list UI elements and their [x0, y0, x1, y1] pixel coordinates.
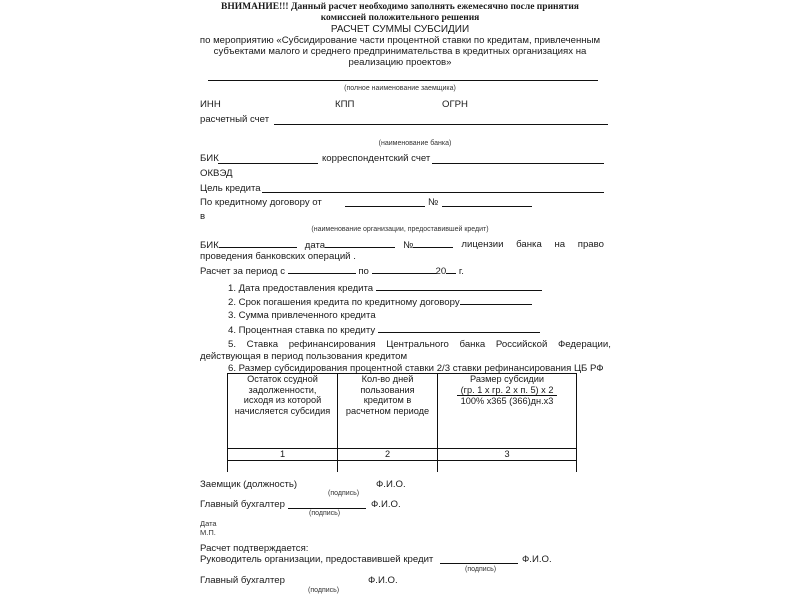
license-text-line-1: лицензии банка на право: [461, 239, 604, 250]
chief-accountant-signature-caption: (подпись): [309, 510, 341, 517]
item-1: [228, 282, 542, 294]
document-title: РАСЧЕТ СУММЫ СУБСИДИИ: [330, 24, 470, 35]
warning-line-1: ВНИМАНИЕ!!! Данный расчет необходимо заполнять ежемесячно после принятия: [221, 2, 579, 12]
item-5-line-2: действующая в период пользования кредитом: [200, 351, 408, 362]
warning-line-2: комиссией положительного решения: [320, 13, 480, 23]
chief-accountant-label: Главный бухгалтер: [200, 499, 285, 510]
date-label: Дата: [200, 519, 217, 528]
bank-caption: (наименование банка): [378, 140, 452, 147]
item-4-field[interactable]: [378, 324, 540, 333]
borrower-position-label: Заемщик (должность): [200, 479, 298, 490]
item-3: 3. Сумма привлеченного кредита: [228, 310, 376, 321]
license-date-field[interactable]: [325, 239, 395, 248]
col1-value-cell[interactable]: [228, 460, 338, 472]
formula-numerator: (гр. 1 х гр. 2 х п. 5) х 2: [457, 385, 558, 397]
col3-header: [438, 374, 577, 449]
license-text-line-2: проведения банковских операций .: [200, 251, 356, 262]
col1-header: [228, 374, 338, 449]
col1-header-line: задолженности,: [248, 384, 317, 395]
item-2: [228, 296, 532, 308]
table-header-row: [228, 374, 577, 449]
period-from-field[interactable]: [288, 265, 356, 274]
stamp-label: М.П.: [200, 528, 216, 537]
item-1-field[interactable]: [376, 282, 542, 291]
col1-header-line: Остаток ссудной: [247, 374, 318, 384]
item-2-label: 2. Срок погашения кредита по кредитному договору: [228, 297, 460, 308]
account-field[interactable]: [274, 124, 608, 125]
col2-number: 2: [338, 449, 438, 461]
subtitle-line-3: реализацию проектов»: [348, 57, 452, 68]
lender-caption: (наименование организации, предоставившей кредит): [311, 226, 489, 233]
lender-accountant-label: Главный бухгалтер: [200, 575, 285, 586]
license-line: [200, 239, 604, 251]
lender-accountant-signature-caption: (подпись): [308, 587, 340, 594]
kpp-label: КПП: [335, 99, 355, 110]
subsidy-table: [227, 373, 577, 472]
lender-head-signature-caption: (подпись): [465, 566, 497, 573]
contract-number-sign: №: [428, 197, 439, 208]
col2-header-line: Кол-во дней: [361, 374, 414, 384]
item-4: [228, 324, 540, 336]
col1-header-line: начисляется субсидия: [234, 405, 331, 416]
license-number-sign: №: [403, 240, 414, 251]
col3-number: 3: [438, 449, 577, 461]
contract-number-field[interactable]: [442, 206, 532, 207]
item-6: 6. Размер субсидирования процентной ставки 2/3 ставки рефинансирования ЦБ РФ: [228, 363, 604, 374]
borrower-name-field[interactable]: [208, 80, 598, 81]
period-to-field[interactable]: [372, 265, 436, 274]
contract-date-field[interactable]: [345, 206, 425, 207]
account-label: расчетный счет: [200, 114, 270, 125]
borrower-name-caption: (полное наименование заемщика): [344, 85, 456, 92]
period-suffix: г.: [458, 266, 464, 277]
contract-label: По кредитному договору от: [200, 197, 322, 208]
borrower-signature-caption: (подпись): [328, 490, 360, 497]
ogrn-label: ОГРН: [442, 99, 468, 110]
col3-value-cell[interactable]: [438, 460, 577, 472]
lender-accountant-fio: Ф.И.О.: [368, 575, 398, 586]
period-line: [200, 265, 464, 277]
lender-head-label: Руководитель организации, предоставившей кредит: [200, 554, 434, 565]
formula-denominator: 100% х365 (366)дн.х3: [460, 396, 554, 406]
bik-label: БИК: [200, 153, 219, 164]
table-number-row: [228, 449, 577, 461]
item-2-field[interactable]: [460, 296, 532, 305]
license-bik-label: БИК: [200, 240, 219, 251]
col2-header-line: пользования: [360, 384, 415, 395]
bik-field[interactable]: [218, 163, 318, 164]
subtitle-line-1: по мероприятию «Субсидирование части процентной ставки по кредитам, привлеченным: [199, 35, 601, 46]
col2-value-cell[interactable]: [338, 460, 438, 472]
period-to-label: по: [358, 266, 369, 277]
col1-header-line: исходя из которой: [243, 395, 322, 405]
col2-header-line: расчетном периоде: [345, 405, 430, 416]
period-year: 20: [435, 266, 447, 277]
item-4-label: 4. Процентная ставка по кредиту: [228, 325, 376, 336]
item-1-label: 1. Дата предоставления кредита: [228, 283, 374, 294]
subtitle-line-2: субъектами малого и среднего предпринимательства в кредитных организациях на: [213, 46, 587, 57]
col3-title: Размер субсидии: [470, 374, 544, 384]
period-year-field[interactable]: [446, 265, 456, 274]
chief-accountant-fio: Ф.И.О.: [371, 499, 401, 510]
corr-account-field[interactable]: [432, 163, 604, 164]
table-data-row: [228, 460, 577, 472]
period-prefix: Расчет за период с: [200, 266, 285, 277]
inn-label: ИНН: [200, 99, 221, 110]
corr-account-label: корреспондентский счет: [322, 153, 431, 164]
purpose-field[interactable]: [262, 192, 604, 193]
license-number-field[interactable]: [413, 239, 453, 248]
in-label: в: [200, 211, 206, 222]
okved-label: ОКВЭД: [200, 168, 233, 179]
lender-head-signature-field[interactable]: [440, 563, 518, 564]
license-bik-field[interactable]: [219, 239, 297, 248]
col2-header: [338, 374, 438, 449]
borrower-fio: Ф.И.О.: [376, 479, 406, 490]
chief-accountant-signature-field[interactable]: [288, 508, 366, 509]
confirmed-label: Расчет подтверждается:: [200, 543, 309, 554]
item-5-line-1: 5. Ставка рефинансирования Центрального банка Российской Федерации,: [228, 339, 611, 350]
purpose-label: Цель кредита: [200, 183, 261, 194]
col2-header-line: кредитом в: [363, 395, 412, 405]
subsidy-formula: [457, 385, 558, 407]
license-date-label: дата: [304, 240, 326, 251]
col1-number: 1: [228, 449, 338, 461]
lender-head-fio: Ф.И.О.: [522, 554, 552, 565]
